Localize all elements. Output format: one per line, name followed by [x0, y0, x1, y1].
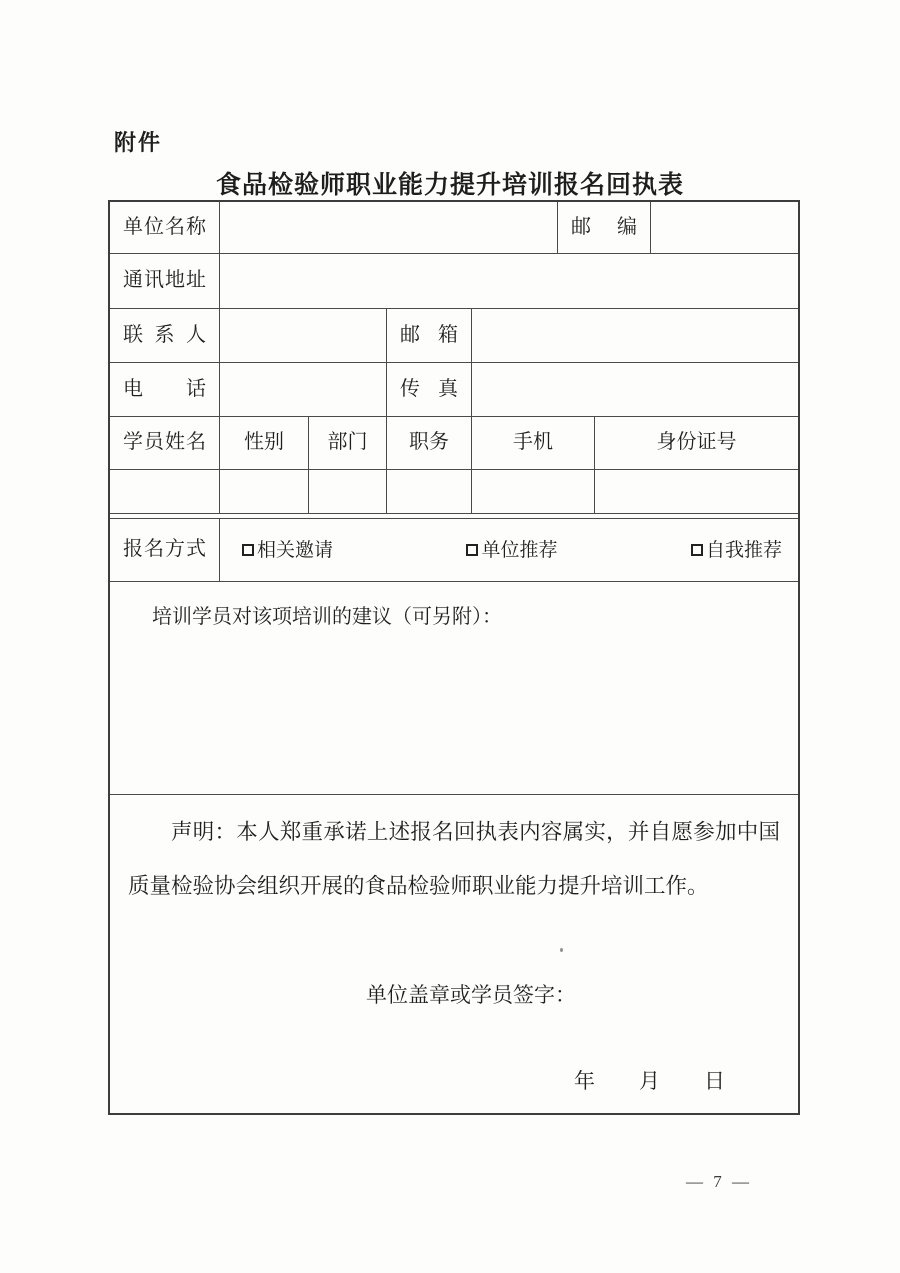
row-registration-method: [110, 519, 798, 582]
row-unit-name: [110, 202, 798, 254]
registration-form-table: [108, 200, 800, 1115]
address-input-cell[interactable]: [220, 254, 798, 308]
id-number-input-cell[interactable]: [595, 470, 798, 513]
fax-label: 传 真: [387, 363, 472, 416]
department-input-cell[interactable]: [309, 470, 387, 513]
trainee-name-header: 学员姓名: [110, 417, 220, 469]
suggestion-label: 培训学员对该项培训的建议（可另附）：: [152, 606, 502, 628]
postcode-input-cell[interactable]: [651, 202, 798, 253]
email-input-cell[interactable]: [472, 309, 798, 362]
option-related-invitation[interactable]: [242, 520, 333, 581]
unit-name-label: 单位名称: [110, 202, 220, 253]
row-trainee-entry: [110, 470, 798, 514]
option-label: 自我推荐: [705, 539, 782, 561]
mobile-input-cell[interactable]: [472, 470, 595, 513]
phone-input-cell[interactable]: [220, 363, 387, 416]
contact-input-cell[interactable]: [220, 309, 387, 362]
signature-label[interactable]: 单位盖章或学员签字：: [366, 983, 576, 1007]
date-line: [574, 1065, 780, 1095]
checkbox-icon[interactable]: [691, 544, 703, 556]
checkbox-icon[interactable]: [466, 544, 478, 556]
trainee-name-input-cell[interactable]: [110, 470, 220, 513]
fax-input-cell[interactable]: [472, 363, 798, 416]
contact-label: 联 系 人: [110, 309, 220, 362]
registration-options: [220, 519, 798, 581]
suggestion-area[interactable]: [110, 582, 798, 794]
postcode-label: 邮 编: [558, 202, 651, 253]
id-number-header: 身份证号: [656, 431, 737, 453]
row-suggestion: [110, 582, 798, 795]
date-month-label[interactable]: 月: [639, 1069, 660, 1093]
unit-name-input-cell[interactable]: [220, 202, 558, 253]
mobile-header: 手机: [472, 417, 595, 469]
row-phone: [110, 363, 798, 417]
position-input-cell[interactable]: [387, 470, 472, 513]
option-unit-recommendation[interactable]: [466, 520, 557, 581]
date-year-label[interactable]: 年: [574, 1069, 595, 1093]
registration-method-label: 报名方式: [110, 519, 220, 581]
phone-label: 电 话: [110, 363, 220, 416]
declaration-text: 声明：本人郑重承诺上述报名回执表内容属实，并自愿参加中国质量检验协会组织开展的食品检验师职业能力提升培训工作。: [128, 820, 780, 898]
gender-header: 性别: [220, 417, 309, 469]
position-header: 职务: [387, 417, 472, 469]
option-self-recommendation[interactable]: [691, 520, 782, 581]
option-label: 相关邀请: [257, 539, 334, 561]
row-trainee-header: [110, 417, 798, 470]
row-address: [110, 254, 798, 309]
declaration-area: [110, 795, 798, 1113]
attachment-label: 附件: [114, 130, 163, 155]
page-number: — 7 —: [686, 1172, 752, 1191]
checkbox-icon[interactable]: [242, 544, 254, 556]
department-header: 部门: [309, 417, 387, 469]
gender-input-cell[interactable]: [220, 470, 309, 513]
scan-speck-dot: [560, 948, 563, 952]
address-label: 通讯地址: [110, 254, 220, 308]
option-label: 单位推荐: [481, 539, 558, 561]
row-contact: [110, 309, 798, 363]
email-label: 邮 箱: [387, 309, 472, 362]
date-day-label[interactable]: 日: [704, 1069, 725, 1093]
form-title: 食品检验师职业能力提升培训报名回执表: [215, 172, 684, 199]
row-declaration: [110, 795, 798, 1113]
